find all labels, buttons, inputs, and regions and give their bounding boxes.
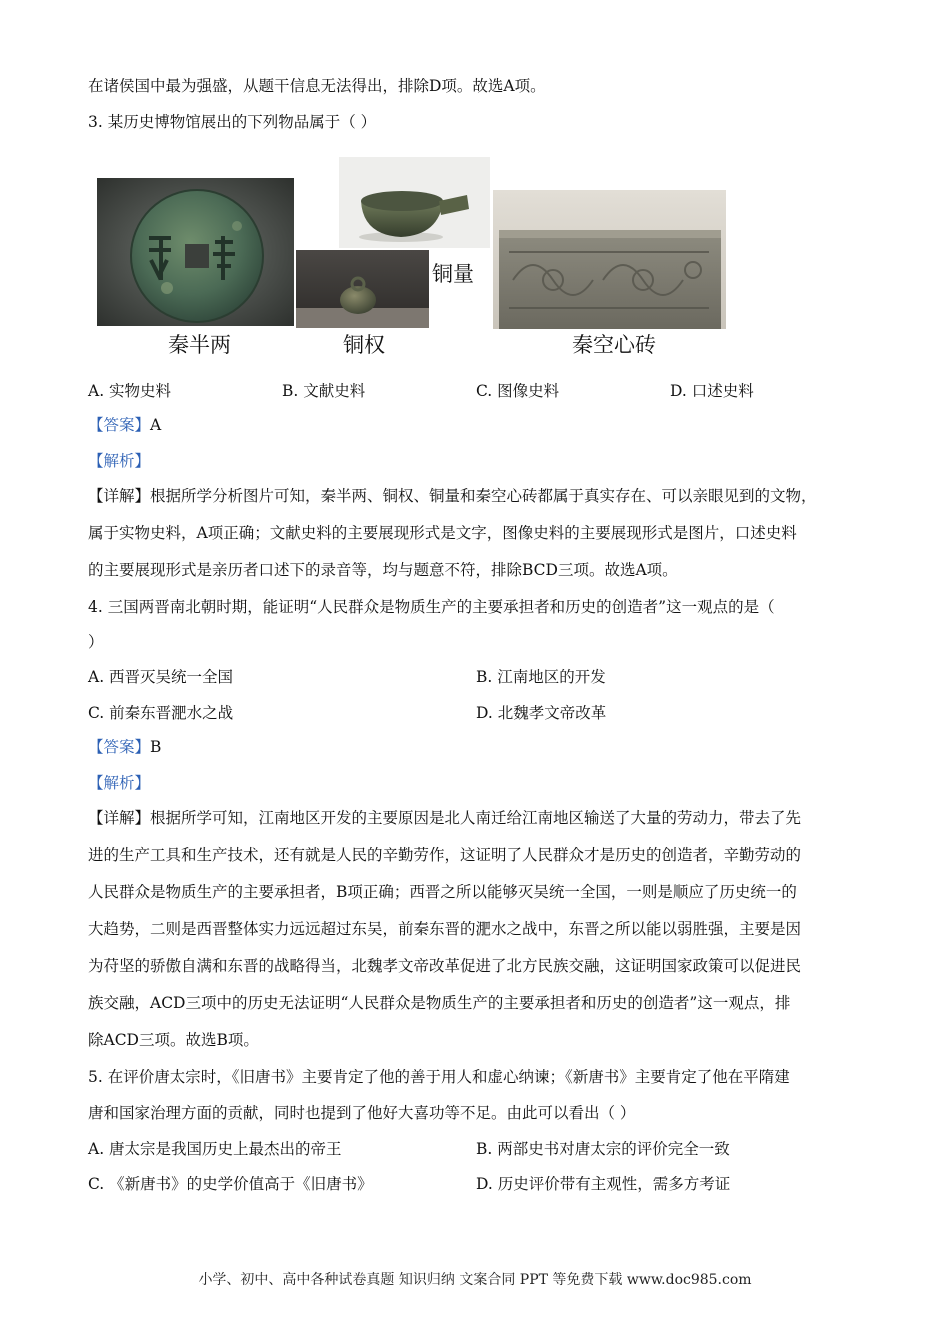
q4-option-a: A. 西晋灭吴统一全国 — [88, 668, 234, 686]
q3-detail-line-2: 属于实物史料，A项正确；文献史料的主要展现形式是文字，图像史料的主要展现形式是图片，口述史料 — [88, 524, 797, 542]
caption-measure: 铜量 — [432, 262, 474, 286]
question-4-stem-2: ） — [88, 633, 104, 651]
artifacts-figure — [96, 157, 726, 357]
bronze-measure-photo — [339, 157, 490, 248]
detail-text: 根据所学分析图片可知，秦半两、铜权、铜量和秦空心砖都属于真实存在、可以亲眼见到的文物， — [150, 487, 817, 505]
q4-option-c: C. 前秦东晋淝水之战 — [88, 704, 234, 722]
previous-explanation-tail: 在诸侯国中最为强盛，从题干信息无法得出，排除D项。故选A项。 — [88, 77, 546, 95]
answer-value: A — [150, 416, 162, 434]
q4-detail-line-4: 大趋势，二则是西晋整体实力远远超过东吴，前秦东晋的淝水之战中，东晋之所以能以弱胜强，主要是因 — [88, 920, 802, 938]
detail-tag: 【详解】 — [88, 809, 151, 827]
q3-detail-line-1 — [88, 486, 817, 506]
q4-detail-line-3: 人民群众是物质生产的主要承担者，B项正确；西晋之所以能够灭吴统一全国，一则是顺应了历史统一的 — [88, 883, 797, 901]
q5-option-d: D. 历史评价带有主观性，需多方考证 — [476, 1175, 731, 1193]
q3-answer — [88, 415, 161, 435]
question-5-stem-2: 唐和国家治理方面的贡献，同时也提到了他好大喜功等不足。由此可以看出（ ） — [88, 1104, 636, 1122]
q4-detail-line-7: 除ACD三项。故选B项。 — [88, 1031, 259, 1049]
answer-tag: 【答案】 — [88, 738, 151, 756]
bronze-weight-photo — [296, 250, 429, 328]
caption-weight: 铜权 — [343, 333, 385, 357]
q3-analysis-tag: 【解析】 — [88, 452, 151, 470]
qin-hollow-brick-photo — [493, 190, 726, 329]
question-5-stem-1: 5. 在评价唐太宗时，《旧唐书》主要肯定了他的善于用人和虚心纳谏；《新唐书》主要肯定了他在平隋建 — [88, 1068, 790, 1086]
q4-detail-line-2: 进的生产工具和生产技术，还有就是人民的辛勤劳作，这证明了人民群众才是历史的创造者，辛勤劳动的 — [88, 846, 802, 864]
q3-option-c: C. 图像史料 — [476, 382, 560, 400]
q3-option-b: B. 文献史料 — [282, 382, 366, 400]
detail-text: 根据所学可知，江南地区开发的主要原因是北人南迁给江南地区输送了大量的劳动力，带去了先 — [150, 809, 802, 827]
page-footer: 小学、初中、高中各种试卷真题 知识归纳 文案合同 PPT 等免费下载 www.doc985.com — [198, 1272, 752, 1288]
qin-banliang-coin-photo — [97, 178, 294, 326]
q3-option-d: D. 口述史料 — [670, 382, 754, 400]
q3-detail-line-3: 的主要展现形式是亲历者口述下的录音等，均与题意不符，排除BCD三项。故选A项。 — [88, 561, 678, 579]
caption-brick: 秦空心砖 — [572, 333, 656, 357]
q4-detail-line-5: 为苻坚的骄傲自满和东晋的战略得当，北魏孝文帝改革促进了北方民族交融，这证明国家政策可以促进民 — [88, 957, 802, 975]
question-4-stem-1: 4. 三国两晋南北朝时期，能证明“人民群众是物质生产的主要承担者和历史的创造者”这一观点的是（ — [88, 598, 775, 616]
q5-option-c: C. 《新唐书》的史学价值高于《旧唐书》 — [88, 1175, 373, 1193]
q3-option-a: A. 实物史料 — [88, 382, 172, 400]
q4-option-b: B. 江南地区的开发 — [476, 668, 606, 686]
answer-tag: 【答案】 — [88, 416, 151, 434]
q4-detail-line-6: 族交融，ACD三项中的历史无法证明“人民群众是物质生产的主要承担者和历史的创造者”这一观点，排 — [88, 994, 791, 1012]
answer-value: B — [150, 738, 162, 756]
q4-analysis-tag: 【解析】 — [88, 774, 151, 792]
q5-option-b: B. 两部史书对唐太宗的评价完全一致 — [476, 1140, 730, 1158]
q4-answer — [88, 737, 161, 757]
q4-detail-line-1 — [88, 808, 801, 828]
caption-coin: 秦半两 — [168, 333, 231, 357]
detail-tag: 【详解】 — [88, 487, 151, 505]
question-3-stem: 3. 某历史博物馆展出的下列物品属于（ ） — [88, 113, 377, 131]
q4-option-d: D. 北魏孝文帝改革 — [476, 704, 607, 722]
q5-option-a: A. 唐太宗是我国历史上最杰出的帝王 — [88, 1140, 342, 1158]
